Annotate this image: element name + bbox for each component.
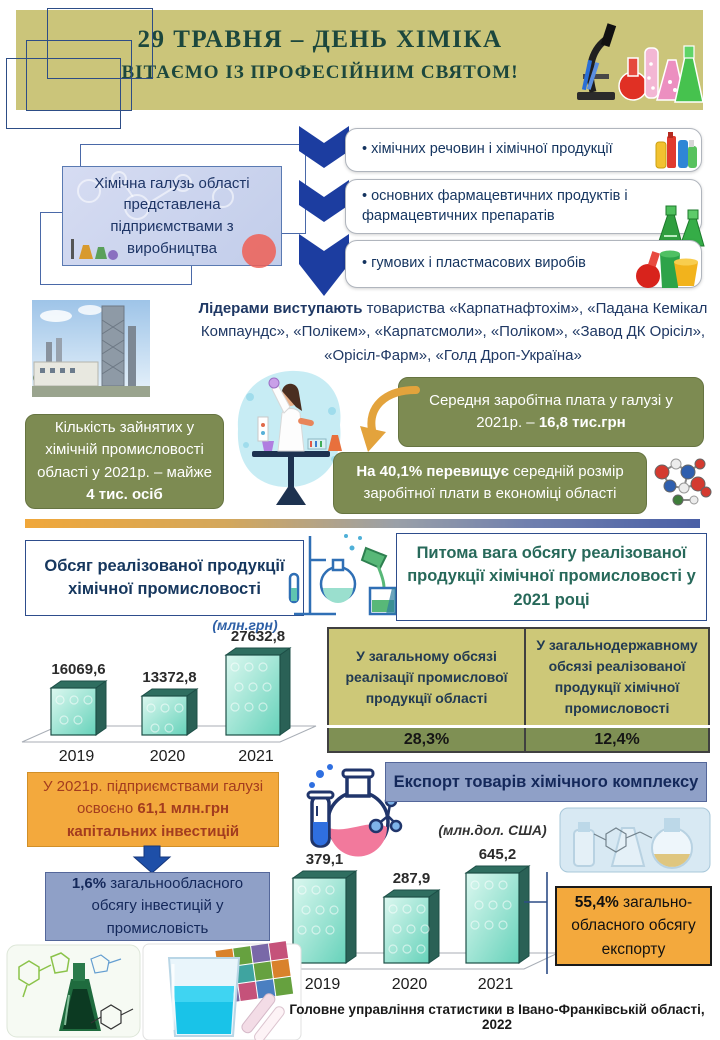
salary-compare-text: середній розмір заробітної плати в економіці області	[363, 462, 624, 502]
salary-compare-box	[333, 452, 647, 514]
green-flask-structures-photo	[7, 945, 140, 1037]
plastic-items-icon	[634, 240, 700, 290]
employment-text: Кількість зайнятих у хімічній промисловості області у 2021р. – майже	[37, 418, 212, 481]
table-header-cell: У загальнодержавному обсязі реалізованої продукції хімічної промисловості	[525, 628, 709, 727]
chart2-unit-label: (млн.дол. США)	[438, 822, 547, 838]
bullet-box-pharma	[345, 179, 702, 234]
chemical-plant-photo	[32, 300, 150, 397]
intro-box-text: Хімічна галузь області представлена підприємствами з виробництва	[94, 174, 250, 257]
salary-box	[398, 377, 704, 447]
bar-chart-export	[268, 846, 560, 995]
chart1-unit-label: (млн.грн)	[212, 617, 278, 633]
female-chemist-illustration	[232, 367, 348, 517]
table-header-cell: У загальному обсязі реалізації промислової продукції області	[328, 628, 525, 727]
employment-box	[25, 414, 224, 509]
blue-down-arrow-icon	[134, 846, 170, 873]
leaders-rest: товариства «Карпатнафтохім», «Падана Кемікал Компаундс», «Полікем», «Карпатсмоли», «Поліком», «Завод ДК Орісіл», «Орісіл-Фарм», «Голд Дроп-Україна»	[200, 300, 708, 364]
lab-glassware-line-art-icon	[282, 526, 402, 628]
lab-glassware-photo	[560, 808, 710, 872]
gold-curved-arrow-icon	[358, 382, 420, 456]
leaders-lead: Лідерами виступають	[198, 300, 363, 317]
bar-category-label: 2019	[58, 748, 95, 765]
investment-share-box	[45, 872, 270, 941]
bar-category-label: 2020	[149, 748, 186, 765]
blue-beaker-periodic-table-photo	[143, 944, 301, 1040]
bar-category-label: 2020	[391, 976, 428, 993]
section-title-share: Питома вага обсягу реалізованої продукції хімічної промисловості у 2021 році	[396, 533, 707, 621]
microscope-and-flasks-icon	[573, 12, 705, 108]
page-subtitle: ВІТАЄМО ІЗ ПРОФЕСІЙНИМ СВЯТОМ!	[121, 62, 519, 83]
investment-value: 61,1 млн.грн капітальних інвестицій	[66, 800, 240, 840]
export-share-text: загально-обласного обсягу експорту	[571, 894, 696, 958]
bar-value-label: 27632,8	[230, 628, 286, 645]
chevron-down-arrows-icon	[299, 126, 349, 304]
salary-compare-value: На 40,1% перевищує	[356, 462, 509, 480]
section-title-export: Експорт товарів хімічного комплексу	[385, 762, 707, 802]
salary-value: 16,8 тис.грн	[538, 414, 626, 431]
share-table	[327, 627, 710, 753]
bar-value-label: 287,9	[392, 870, 431, 887]
investment-text: У 2021р. підприємствами галузі освоєно	[42, 777, 264, 818]
bar-value-label: 16069,6	[51, 661, 106, 678]
bar-category-label: 2021	[477, 976, 514, 993]
footer-source: Головне управління статистики в Івано-Франківській області, 2022	[289, 1002, 705, 1032]
bar-category-label: 2019	[304, 976, 341, 993]
section-title-volume: Обсяг реалізованої продукції хімічної промисловості	[25, 540, 304, 616]
salary-text: Середня заробітна плата у галузі у 2021р. –	[429, 391, 673, 431]
bullet-text: • гумових і пластмасових виробів	[362, 255, 586, 272]
bullet-box-chemicals	[345, 128, 702, 172]
bullet-text: • хімічних речовин і хімічної продукції	[362, 141, 613, 158]
export-share-value: 55,4%	[574, 894, 619, 912]
bar-chart-production	[18, 628, 320, 768]
page-title: 29 ТРАВНЯ – ДЕНЬ ХІМІКА	[137, 26, 503, 53]
intro-box	[62, 166, 282, 266]
bar-value-label: 645,2	[478, 846, 517, 863]
molecule-3d-icon	[648, 438, 714, 512]
bullet-text: • основних фармацевтичних продуктів і фармацевтичних препаратів	[362, 187, 628, 224]
bar-category-label: 2021	[238, 748, 274, 765]
cleaning-products-icon	[652, 130, 700, 172]
leaders-paragraph	[196, 297, 710, 367]
table-value-cell: 28,3%	[328, 727, 525, 753]
table-value-cell: 12,4%	[525, 727, 709, 753]
export-share-box	[555, 886, 712, 966]
investment-share-value: 1,6%	[71, 874, 107, 892]
investment-box	[27, 772, 279, 847]
bar-value-label: 379,1	[305, 851, 344, 868]
investment-share-text: загальнообласного обсягу інвестицій у промисловість	[91, 874, 244, 937]
employment-value: 4 тис. осіб	[86, 486, 163, 503]
decor-rectangle	[6, 58, 121, 129]
bar-value-label: 13372,8	[142, 669, 197, 686]
